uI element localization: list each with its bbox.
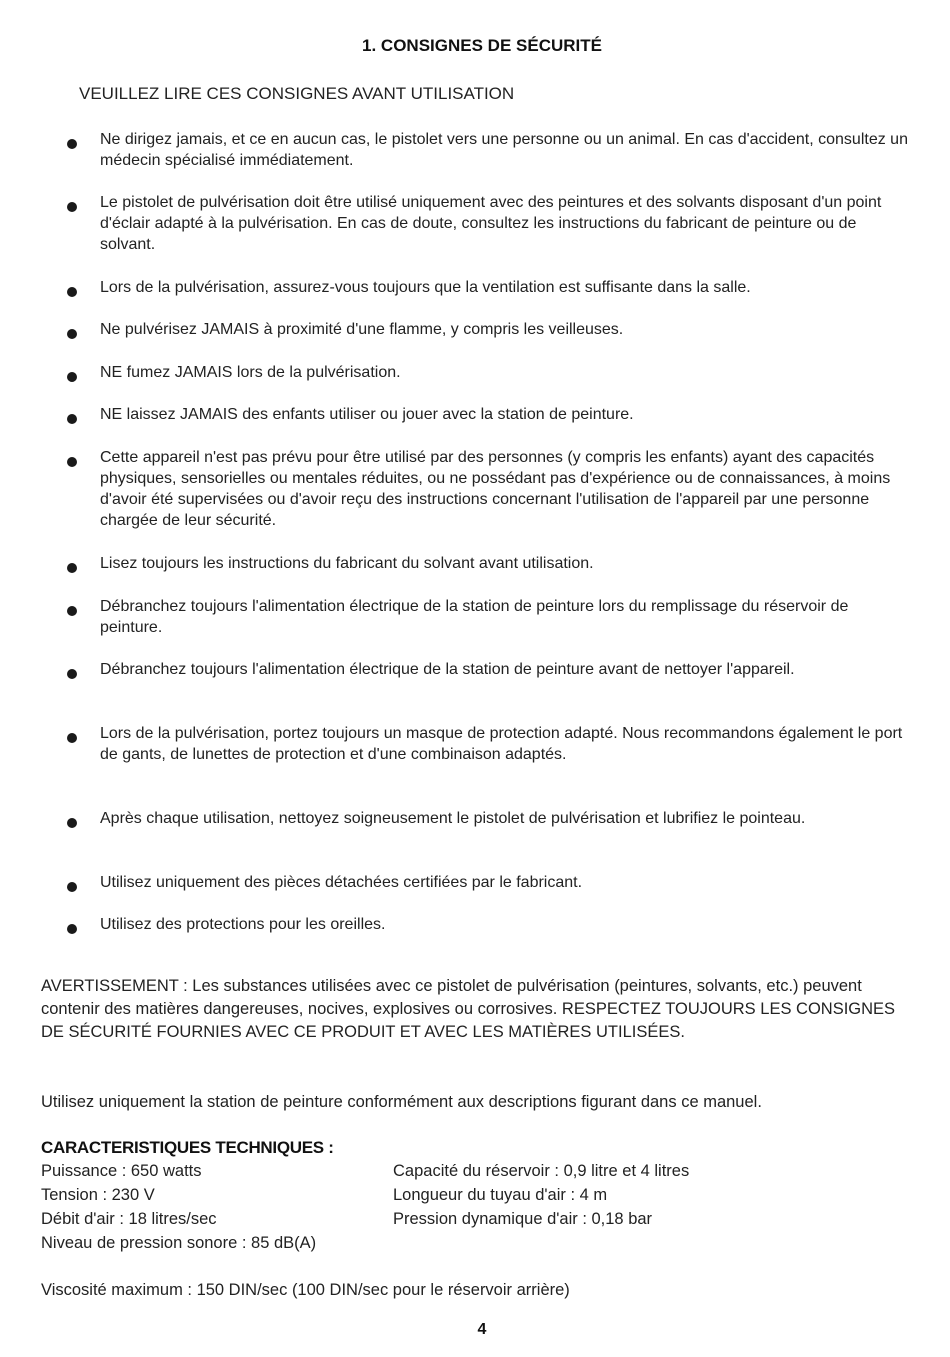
list-item: Débranchez toujours l'alimentation électrique de la station de peinture lors du remplissage du réservoir de peinture. — [100, 598, 849, 636]
spec-tank-capacity: Capacité du réservoir : 0,9 litre et 4 litres — [393, 1162, 690, 1180]
list-item: Ne pulvérisez JAMAIS à proximité d'une flamme, y compris les veilleuses. — [100, 321, 624, 338]
bullet-dot-icon — [67, 818, 77, 828]
bullet-dot-icon — [67, 606, 77, 616]
list-item: NE laissez JAMAIS des enfants utiliser ou jouer avec la station de peinture. — [100, 406, 634, 423]
list-item: Après chaque utilisation, nettoyez soigneusement le pistolet de pulvérisation et lubrifiez le pointeau. — [100, 810, 806, 827]
bullet-dot-icon — [67, 202, 77, 212]
list-item: Utilisez des protections pour les oreilles. — [100, 916, 386, 933]
list-item: Lors de la pulvérisation, assurez-vous toujours que la ventilation est suffisante dans la salle. — [100, 279, 751, 296]
bullet-dot-icon — [67, 733, 77, 743]
list-item: Débranchez toujours l'alimentation électrique de la station de peinture avant de nettoyer l'appareil. — [100, 661, 795, 678]
spec-voltage: Tension : 230 V — [41, 1186, 155, 1204]
bullet-dot-icon — [67, 329, 77, 339]
list-item: NE fumez JAMAIS lors de la pulvérisation. — [100, 364, 401, 381]
list-item: Cette appareil n'est pas prévu pour être utilisé par des personnes (y compris les enfants) ayant des capacités physiques, sensorielles ou mentales réduites, ou ne possédant pas d'expérience ou de connaissances, à moins d'avoir été supervisées ou d'avoir reçu des instructions concernant l'utilisation de l'appareil par une personne chargée de leur sécurité. — [100, 449, 891, 529]
usage-note: Utilisez uniquement la station de peinture conformément aux descriptions figurant dans ce manuel. — [41, 1093, 762, 1111]
page-number: 4 — [477, 1321, 487, 1338]
list-item: Ne dirigez jamais, et ce en aucun cas, le pistolet vers une personne ou un animal. En cas d'accident, consultez un médecin spécialisé immédiatement. — [100, 131, 908, 169]
spec-airflow: Débit d'air : 18 litres/sec — [41, 1210, 217, 1228]
section-title: 1. CONSIGNES DE SÉCURITÉ — [362, 36, 602, 55]
bullet-dot-icon — [67, 669, 77, 679]
warning-paragraph: AVERTISSEMENT : Les substances utilisées avec ce pistolet de pulvérisation (peintures, solvants, etc.) peuvent contenir des matières dangereuses, nocives, explosives ou corrosives. RESPECTEZ TOUJOURS LES CONSIGNES DE SÉCURITÉ FOURNIES AVEC CE PRODUIT ET AVEC LES MATIÈRES UTILISÉES. — [41, 977, 896, 1041]
subtitle: VEUILLEZ LIRE CES CONSIGNES AVANT UTILISATION — [79, 84, 515, 103]
bullet-dot-icon — [67, 414, 77, 424]
bullet-dot-icon — [67, 457, 77, 467]
spec-noise: Niveau de pression sonore : 85 dB(A) — [41, 1234, 317, 1252]
list-item: Lors de la pulvérisation, portez toujours un masque de protection adapté. Nous recommandons également le port de gants, de lunettes de protection et d'une combinaison adaptés. — [100, 725, 903, 763]
spec-power: Puissance : 650 watts — [41, 1162, 202, 1180]
bullet-dot-icon — [67, 287, 77, 297]
bullet-dot-icon — [67, 563, 77, 573]
bullet-dot-icon — [67, 372, 77, 382]
list-item: Le pistolet de pulvérisation doit être utilisé uniquement avec des peintures et des solvants disposant d'un point d'éclair adapté à la pulvérisation. En cas de doute, consultez les instructions du fabricant de peinture ou de solvant. — [100, 194, 882, 253]
spec-hose-length: Longueur du tuyau d'air : 4 m — [393, 1186, 608, 1204]
list-item: Utilisez uniquement des pièces détachées certifiées par le fabricant. — [100, 874, 583, 891]
list-item: Lisez toujours les instructions du fabricant du solvant avant utilisation. — [100, 555, 594, 572]
specs-title: CARACTERISTIQUES TECHNIQUES : — [41, 1138, 334, 1157]
spec-air-pressure: Pression dynamique d'air : 0,18 bar — [393, 1210, 653, 1228]
bullet-dot-icon — [67, 139, 77, 149]
bullet-dot-icon — [67, 924, 77, 934]
viscosity-note: Viscosité maximum : 150 DIN/sec (100 DIN/sec pour le réservoir arrière) — [41, 1281, 570, 1299]
bullet-dot-icon — [67, 882, 77, 892]
